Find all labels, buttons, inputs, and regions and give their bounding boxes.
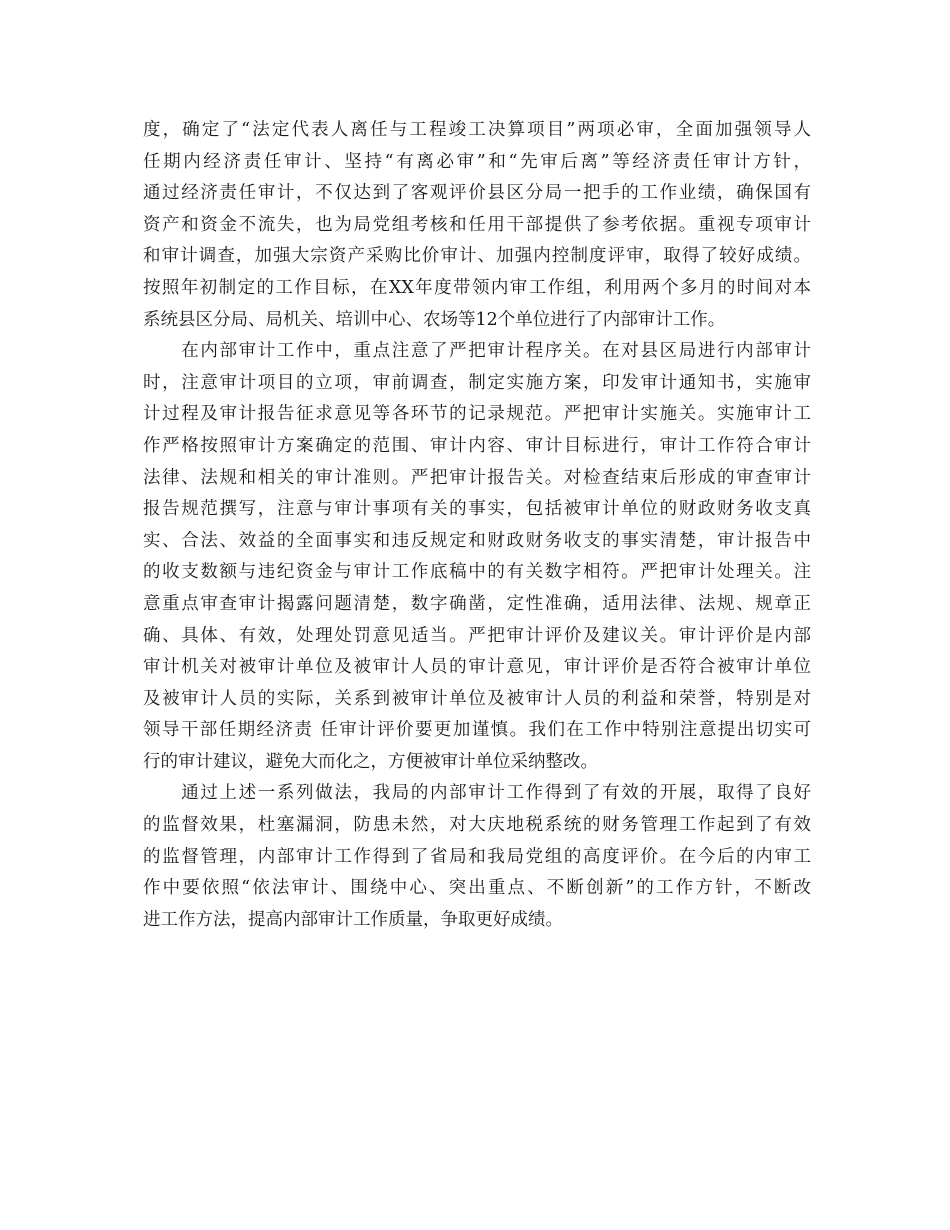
text-line: 通过上述一系列做法，我局的内部审计工作得到了有效的开展，取得了良好 [143, 783, 811, 804]
text-line: 和审计调查，加强大宗资产采购比价审计、加强内控制度评审，取得了较好成绩。 [143, 246, 811, 267]
text-line: 的收支数额与违纪资金与审计工作底稿中的有关数字相符。严把审计处理关。注 [143, 562, 811, 583]
text-line: 任期内经济责任审计、坚持“有离必审”和“先审后离”等经济责任审计方针， [143, 151, 811, 172]
text-line: 意重点审查审计揭露问题清楚，数字确凿，定性准确，适用法律、法规、规章正 [143, 593, 811, 614]
text-line: 计过程及审计报告征求意见等各环节的记录规范。严把审计实施关。实施审计工 [143, 404, 811, 425]
text-line: 通过经济责任审计，不仅达到了客观评价县区分局一把手的工作业绩，确保国有 [143, 183, 811, 204]
text-line: 确、具体、有效，处理处罚意见适当。严把审计评价及建议关。审计评价是内部 [143, 625, 811, 646]
text-line: 报告规范撰写，注意与审计事项有关的事实，包括被审计单位的财政财务收支真 [143, 499, 811, 520]
text-line: 行的审计建议，避免大而化之，方便被审计单位采纳整改。 [143, 751, 598, 772]
text-line: 实、合法、效益的全面事实和违反规定和财政财务收支的事实清楚，审计报告中 [143, 530, 811, 551]
text-line: 作严格按照审计方案确定的范围、审计内容、审计目标进行，审计工作符合审计 [143, 435, 811, 456]
text-line: 按照年初制定的工作目标，在XX年度带领内审工作组，利用两个多月的时间对本 [143, 277, 811, 298]
text-line: 作中要依照“依法审计、围绕中心、突出重点、不断创新”的工作方针，不断改 [143, 878, 811, 899]
text-line: 的监督效果，杜塞漏洞，防患未然，对大庆地税系统的财务管理工作起到了有效 [143, 815, 811, 836]
text-line: 资产和资金不流失，也为局党组考核和任用干部提供了参考依据。重视专项审计 [143, 214, 811, 235]
text-line: 的监督管理，内部审计工作得到了省局和我局党组的高度评价。在今后的内审工 [143, 846, 811, 867]
paragraph-1 [143, 115, 811, 336]
document-body [143, 115, 811, 936]
text-line: 及被审计人员的实际，关系到被审计单位及被审计人员的利益和荣誉，特别是对 [143, 688, 811, 709]
text-line: 时，注意审计项目的立项，审前调查，制定实施方案，印发审计通知书，实施审 [143, 372, 811, 393]
paragraph-3 [143, 778, 811, 936]
text-line: 法律、法规和相关的审计准则。严把审计报告关。对检查结束后形成的审查审计 [143, 467, 811, 488]
text-line: 进工作方法，提高内部审计工作质量，争取更好成绩。 [143, 909, 563, 930]
text-line: 审计机关对被审计单位及被审计人员的审计意见，审计评价是否符合被审计单位 [143, 657, 811, 678]
text-line: 系统县区分局、局机关、培训中心、农场等12个单位进行了内部审计工作。 [143, 309, 726, 330]
text-line: 领导干部任期经济责 任审计评价要更加谨慎。我们在工作中特别注意提出切实可 [143, 720, 811, 741]
text-line: 在内部审计工作中，重点注意了严把审计程序关。在对县区局进行内部审计 [143, 341, 811, 362]
paragraph-2 [143, 336, 811, 778]
text-line: 度，确定了“法定代表人离任与工程竣工决算项目”两项必审，全面加强领导人 [143, 120, 811, 140]
